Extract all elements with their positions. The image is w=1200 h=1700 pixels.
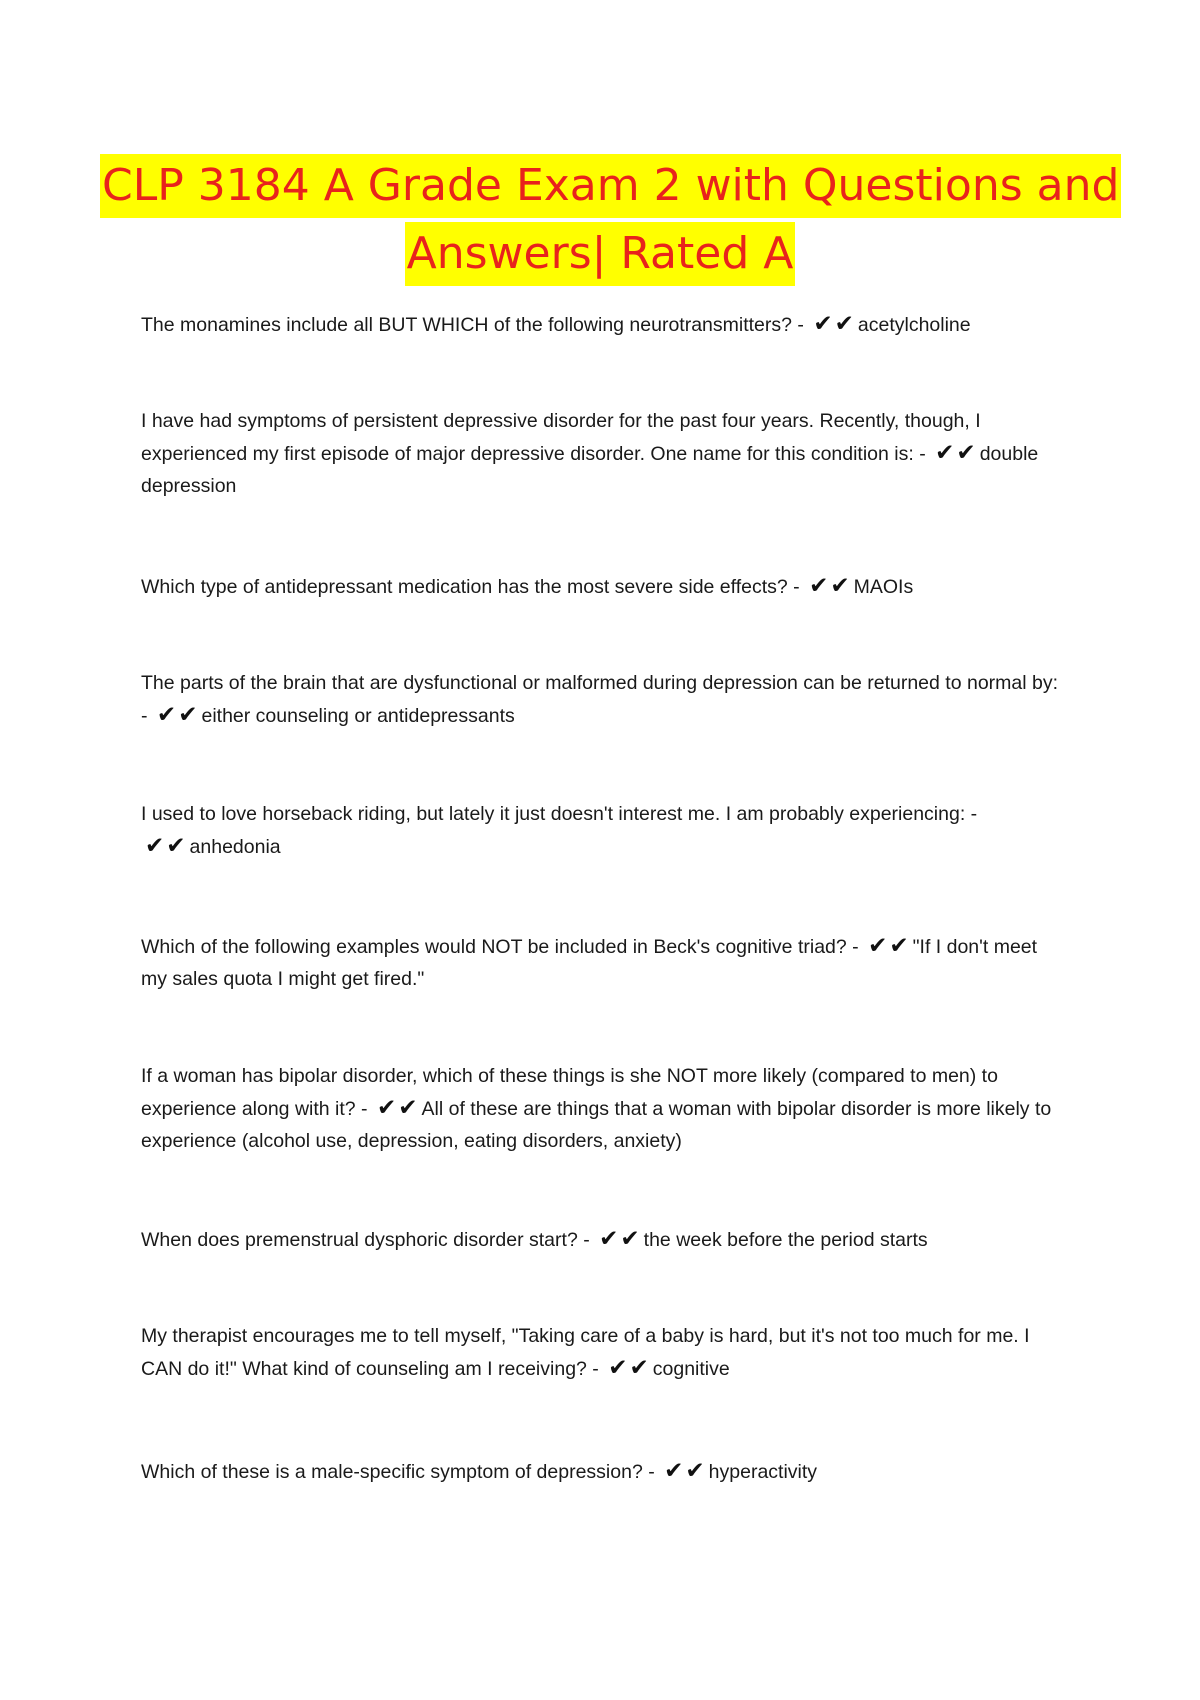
double-check-icon: ✔✔ bbox=[868, 933, 911, 959]
double-check-icon: ✔✔ bbox=[599, 1226, 642, 1252]
qa-item bbox=[141, 930, 1066, 995]
qa-item bbox=[141, 1060, 1066, 1157]
answer-text: MAOIs bbox=[853, 576, 914, 598]
double-check-icon: ✔✔ bbox=[935, 440, 978, 466]
qa-item bbox=[141, 1455, 1066, 1488]
question-text: When does premenstrual dysphoric disorder start? - bbox=[141, 1229, 590, 1251]
question-text: I used to love horseback riding, but lately it just doesn't interest me. I am probably experiencing: - bbox=[141, 803, 978, 825]
question-text: My therapist encourages me to tell myself, "Taking care of a baby is hard, but it's not too much for me. I CAN do it!" What kind of counseling am I receiving? - bbox=[141, 1325, 1030, 1380]
double-check-icon: ✔✔ bbox=[608, 1355, 651, 1381]
document-title bbox=[100, 152, 1120, 288]
qa-item bbox=[141, 570, 1066, 603]
title-line-1: CLP 3184 A Grade Exam 2 with Questions and bbox=[100, 154, 1121, 218]
answer-text: the week before the period starts bbox=[643, 1229, 928, 1251]
question-text: Which of the following examples would NOT be included in Beck's cognitive triad? - bbox=[141, 936, 859, 958]
question-text: The monamines include all BUT WHICH of the following neurotransmitters? - bbox=[141, 314, 804, 336]
qa-item bbox=[141, 405, 1066, 502]
answer-text: either counseling or antidepressants bbox=[201, 705, 515, 727]
qa-item bbox=[141, 308, 1066, 341]
answer-text: double depression bbox=[141, 443, 1039, 497]
question-text: I have had symptoms of persistent depressive disorder for the past four years. Recently, though, I experienced my first episode of major depressive disorder. One name for this condition is: - bbox=[141, 410, 981, 465]
answer-text: acetylcholine bbox=[857, 314, 971, 336]
question-text: If a woman has bipolar disorder, which of these things is she NOT more likely (compared to men) to experience along with it? - bbox=[141, 1065, 998, 1120]
question-text: The parts of the brain that are dysfunctional or malformed during depression can be returned to normal by: - bbox=[141, 672, 1059, 727]
double-check-icon: ✔✔ bbox=[156, 702, 200, 728]
double-check-icon: ✔✔ bbox=[813, 311, 856, 337]
qa-item bbox=[141, 798, 1066, 863]
double-check-icon: ✔✔ bbox=[145, 833, 188, 859]
qa-item bbox=[141, 1320, 1066, 1385]
double-check-icon: ✔✔ bbox=[809, 573, 852, 599]
answer-text: anhedonia bbox=[189, 836, 281, 858]
answer-text: hyperactivity bbox=[708, 1461, 818, 1483]
question-text: Which of these is a male-specific symptom of depression? - bbox=[141, 1461, 655, 1483]
qa-item bbox=[141, 1223, 1066, 1256]
double-check-icon: ✔✔ bbox=[664, 1458, 707, 1484]
title-line-2: Answers| Rated A bbox=[405, 222, 796, 286]
answer-text: All of these are things that a woman with bipolar disorder is more likely to experience (alcohol use, depression, eating disorders, anxiety) bbox=[141, 1098, 1052, 1152]
qa-item bbox=[141, 667, 1066, 732]
answer-text: "If I don't meet my sales quota I might get fired." bbox=[141, 936, 1038, 990]
double-check-icon: ✔✔ bbox=[376, 1095, 420, 1121]
question-text: Which type of antidepressant medication has the most severe side effects? - bbox=[141, 576, 800, 598]
answer-text: cognitive bbox=[652, 1358, 730, 1380]
